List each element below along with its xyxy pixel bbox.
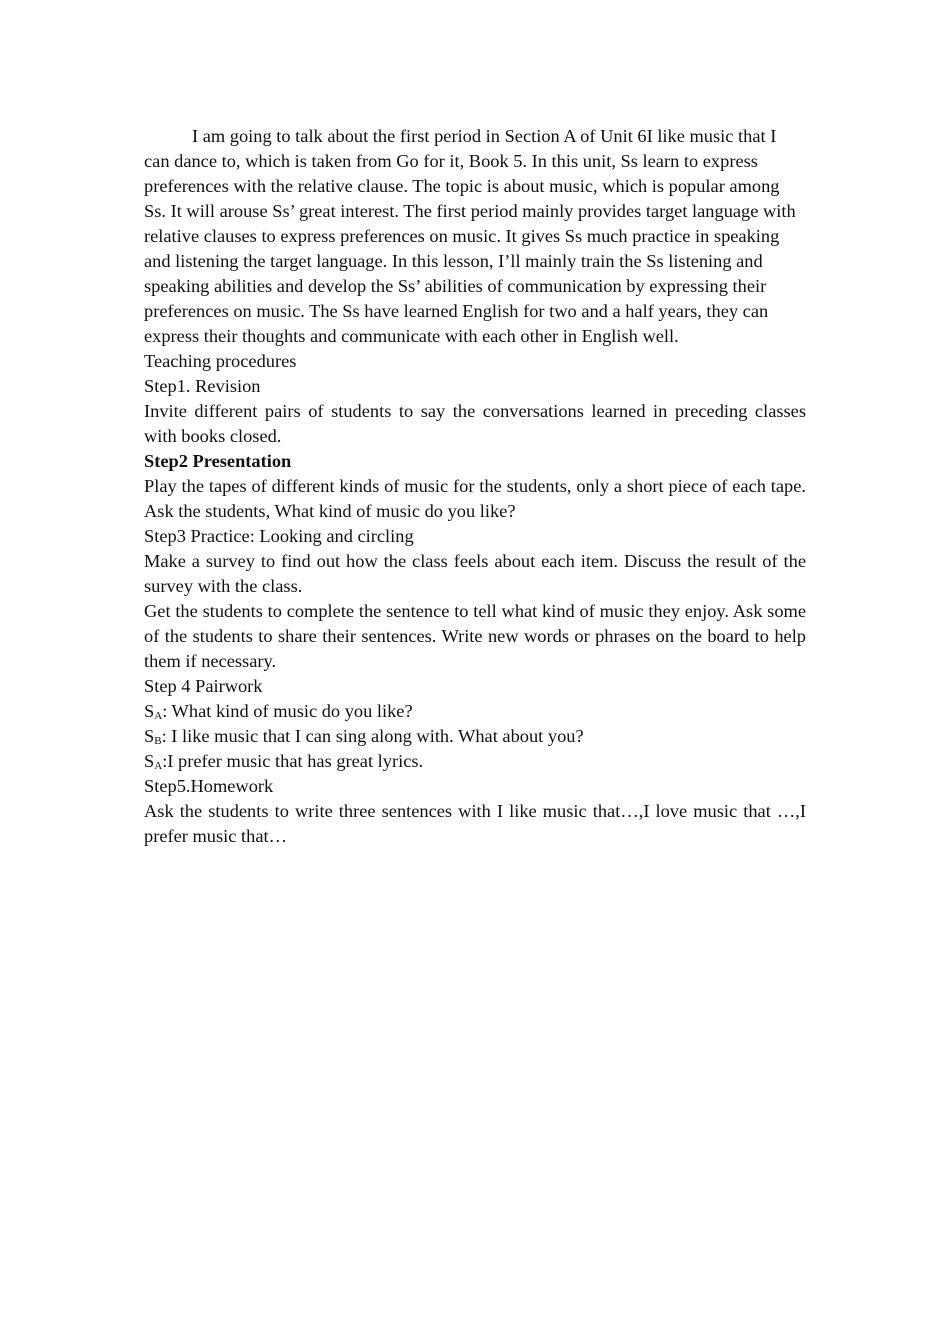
step3-text-sentences: Get the students to complete the sentence to tell what kind of music they enjoy. Ask some of the students to share their sentences. Write new words or phrases on the board to help them if necessary. [144, 601, 806, 671]
step3-heading: Step3 Practice: Looking and circling [144, 526, 414, 546]
dialogue-line [144, 749, 806, 774]
dialogue-line [144, 724, 806, 749]
procedures-heading: Teaching procedures [144, 351, 297, 371]
speaker-label: S [144, 751, 155, 771]
dialogue-line [144, 699, 806, 724]
step4-heading: Step 4 Pairwork [144, 676, 263, 696]
step1-text: Invite different pairs of students to say the conversations learned in preceding classes with books closed. [144, 401, 806, 446]
speaker-label: S [144, 701, 155, 721]
intro-paragraph: I am going to talk about the first period in Section A of Unit 6I like music that I can dance to, which is taken from Go for it, Book 5. In this unit, Ss learn to express preferences with the relative clause. The topic is about music, which is popular among Ss. It will arouse Ss’ great interest. The first period mainly provides target language with relative clauses to express preferences on music. It gives Ss much practice in speaking and listening the target language. In this lesson, I’ll mainly train the Ss listening and speaking abilities and develop the Ss’ abilities of communication by expressing their preferences on music. The Ss have learned English for two and a half years, they can express their thoughts and communicate with each other in English well. [144, 126, 796, 346]
step3-text-survey: Make a survey to find out how the class feels about each item. Discuss the result of the survey with the class. [144, 551, 806, 596]
dialogue-text: : What kind of music do you like? [162, 701, 413, 721]
speaker-subscript: A [154, 760, 163, 772]
speaker-subscript: B [154, 735, 162, 747]
speaker-label: S [144, 726, 155, 746]
step2-text: Play the tapes of different kinds of music for the students, only a short piece of each tape. Ask the students, What kind of music do you like? [144, 476, 806, 521]
step1-heading: Step1. Revision [144, 376, 261, 396]
step2-heading: Step2 Presentation [144, 451, 292, 471]
document-body [144, 124, 806, 849]
speaker-subscript: A [154, 710, 163, 722]
dialogue-text: : I like music that I can sing along with. What about you? [161, 726, 584, 746]
step5-heading: Step5.Homework [144, 776, 274, 796]
step5-text: Ask the students to write three sentences with I like music that…,I love music that …,I prefer music that… [144, 801, 806, 846]
dialogue-text: :I prefer music that has great lyrics. [162, 751, 424, 771]
